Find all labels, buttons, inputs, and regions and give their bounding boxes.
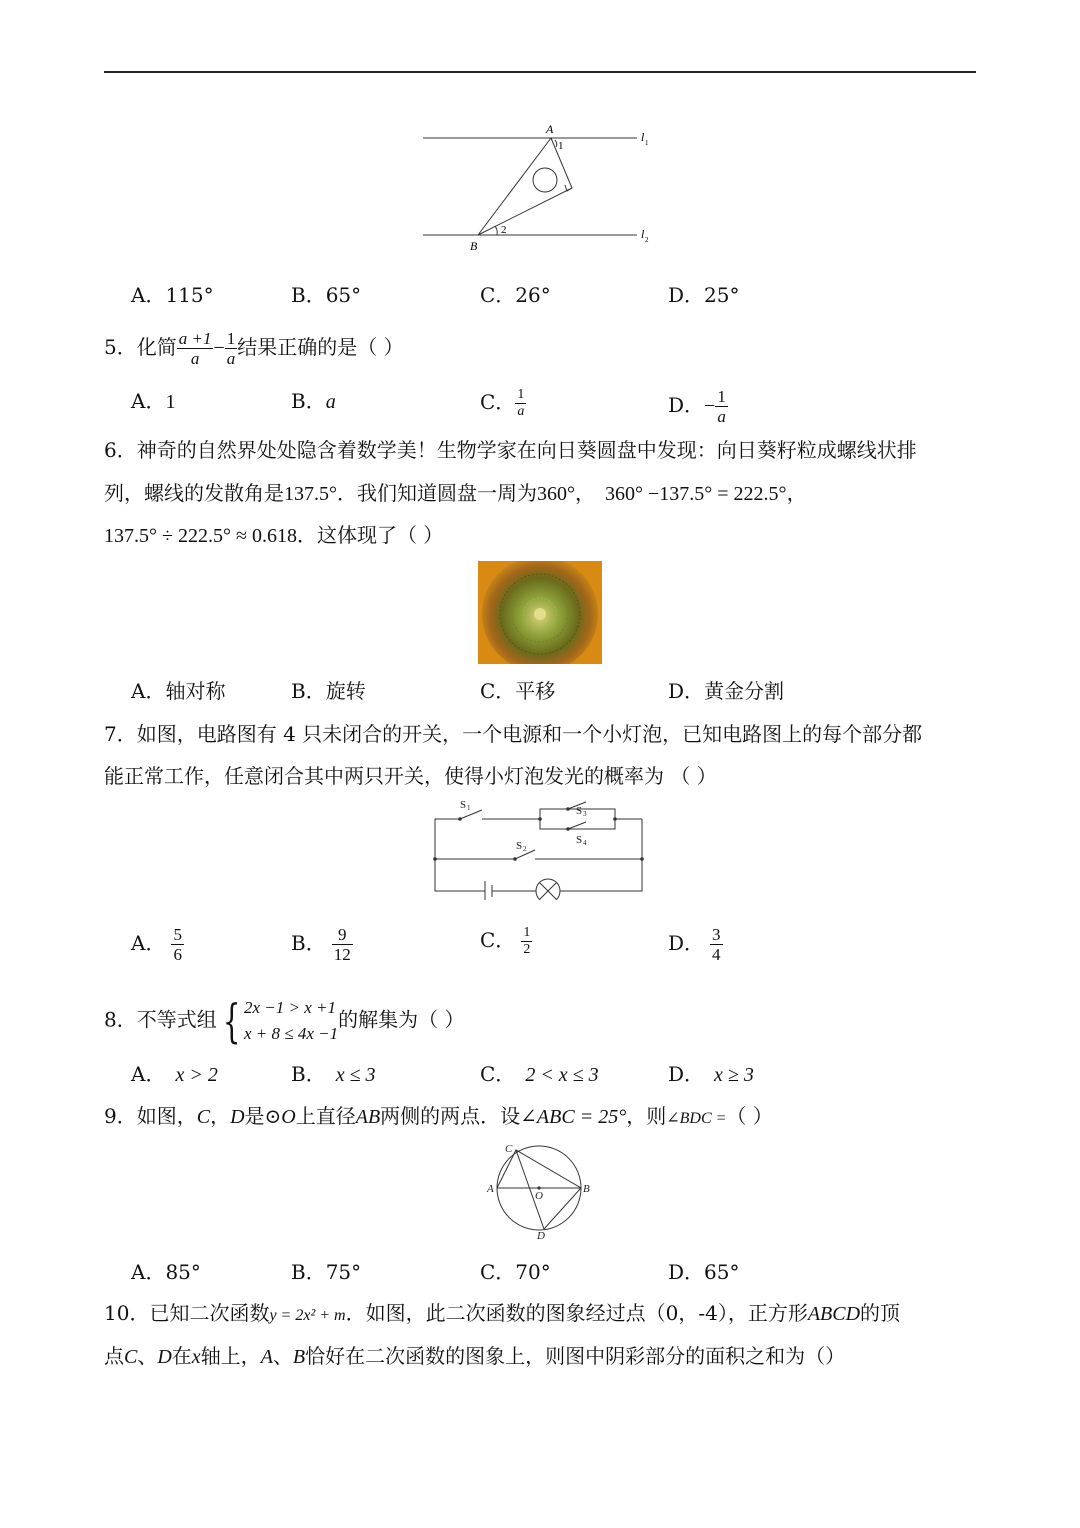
label-B: B (470, 239, 478, 253)
q6-line1: 6．神奇的自然界处处隐含着数学美！生物学家在向日葵圆盘中发现：向日葵籽粒成螺线状排 (104, 438, 917, 462)
switch-s1 (460, 810, 482, 819)
q9-option-c[interactable]: C．70° (480, 1260, 551, 1284)
label-s1-sub: 1 (467, 804, 471, 812)
header-rule (104, 71, 976, 73)
lamp (536, 879, 560, 900)
switch-s4 (568, 822, 586, 829)
label-A: A (546, 122, 554, 136)
q9-stem: 9．如图，C，D是⊙O上直径AB两侧的两点．设∠ABC = 25°，则∠BDC =（ ） (104, 1104, 773, 1128)
q10-line2: 点C、D在x轴上，A、B恰好在二次函数的图象上，则图中阴彩部分的面积之和为（） (104, 1344, 846, 1368)
q8-option-b[interactable]: B． x ≤ 3 (291, 1062, 376, 1086)
q4-option-b[interactable]: B．65° (291, 283, 362, 307)
q8-option-c[interactable]: C． 2 < x ≤ 3 (480, 1062, 599, 1086)
label-s2: S (516, 840, 523, 852)
label-l1-sub: 1 (645, 139, 649, 147)
q7-line1: 7．如图，电路图有 4 只未闭合的开关，一个电源和一个小灯泡，已知电路图上的每个部分都 (104, 722, 923, 746)
q6-line3: 137.5° ÷ 222.5° ≈ 0.618．这体现了（ ） (104, 523, 444, 547)
q7-option-a[interactable]: A． $\frac{5}{6}$ (131, 925, 182, 964)
q9-option-a[interactable]: A．85° (131, 1260, 201, 1284)
q8-option-a[interactable]: A． x > 2 (131, 1062, 218, 1086)
q7-option-c[interactable]: C． $\frac{1}{2}$ (480, 925, 531, 957)
q7-option-b[interactable]: B． $\frac{9}{12}$ (291, 925, 351, 964)
q6-option-c[interactable]: C．平移 (480, 679, 556, 703)
q7-circuit-figure (430, 796, 650, 900)
q6-option-d[interactable]: D．黄金分割 (668, 679, 785, 703)
q5-option-b[interactable]: B．a (291, 389, 336, 413)
label-s1: S (460, 799, 467, 811)
label-O: O (535, 1190, 543, 1202)
label-l2: l (641, 227, 645, 241)
label-angle2: 2 (501, 224, 507, 236)
q4-option-a[interactable]: A．115° (131, 283, 214, 307)
q7-option-d[interactable]: D． $\frac{3}{4}$ (668, 925, 721, 964)
q6-option-a[interactable]: A．轴对称 (131, 679, 226, 703)
q8-stem: 8．不等式组 { 2x −1 > x +1 x + 8 ≤ 4x −1 的解集为（ ） (104, 994, 465, 1048)
q9-option-d[interactable]: D．65° (668, 1260, 740, 1284)
q5-option-a[interactable]: A．1 (131, 389, 176, 413)
label-s3-sub: 3 (583, 810, 587, 818)
label-A: A (487, 1183, 494, 1195)
label-s4-sub: 4 (583, 839, 587, 847)
q4-option-d[interactable]: D．25° (668, 283, 740, 307)
label-B: B (583, 1183, 590, 1195)
label-s2-sub: 2 (523, 845, 527, 853)
ruler-hole (533, 168, 557, 192)
label-l2-sub: 2 (645, 236, 649, 244)
label-s4: S (576, 834, 583, 846)
q9-circle-figure (485, 1140, 595, 1240)
label-C: C (505, 1143, 513, 1155)
q9-option-b[interactable]: B．75° (291, 1260, 362, 1284)
q5-stem: 5．化简 $\frac{a +1}{a}$ − $\frac{1}{a}$ 结果正确的是（ ） (104, 329, 404, 368)
q5-option-d[interactable]: D．− $\frac{1}{a}$ (668, 387, 726, 426)
label-l1: l (641, 130, 645, 144)
label-angle1: 1 (558, 140, 564, 152)
q6-option-b[interactable]: B．旋转 (291, 679, 366, 703)
q8-option-d[interactable]: D． x ≥ 3 (668, 1062, 754, 1086)
q5-option-c[interactable]: C． $\frac{1}{a}$ (480, 387, 525, 419)
q4-figure (415, 120, 665, 255)
label-s3: S (576, 805, 583, 817)
q5-frac2: $\frac{1}{a}$ (226, 329, 236, 368)
sunflower-image (478, 561, 602, 664)
label-D: D (537, 1230, 545, 1240)
q6-line2: 列，螺线的发散角是137.5°．我们知道圆盘一周为360°， 360° −137.5° = 222.5°， (104, 481, 807, 505)
q5-frac1: $\frac{a +1}{a}$ (178, 329, 212, 368)
q7-line2: 能正常工作，任意闭合其中两只开关，使得小灯泡发光的概率为 （ ） (104, 764, 717, 788)
q4-option-c[interactable]: C．26° (480, 283, 551, 307)
q10-line1: 10．已知二次函数y = 2x² + m．如图，此二次函数的图象经过点（0，-4），正方形ABCD的顶 (104, 1301, 901, 1325)
triangle-ruler (478, 138, 572, 235)
